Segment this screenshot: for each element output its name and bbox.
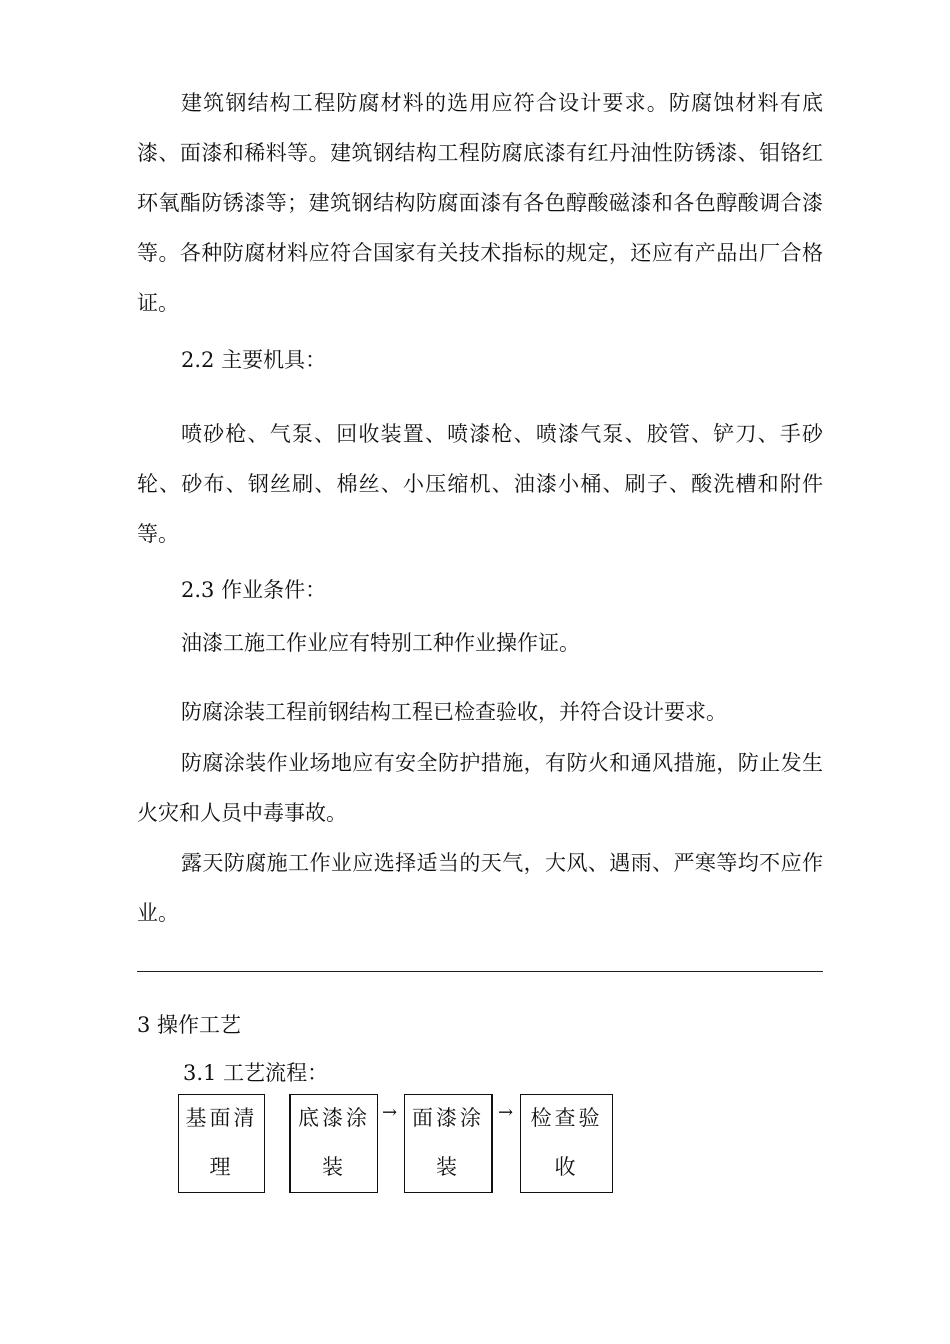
flow-step-text: 装 [436, 1155, 460, 1179]
flow-step-text: 收 [554, 1155, 579, 1179]
paragraph-line: 喷砂枪、气泵、回收装置、喷漆枪、喷漆气泵、胶管、铲刀、手砂 [181, 422, 823, 446]
flow-step-3 [404, 1094, 493, 1193]
flow-step-1 [178, 1094, 265, 1193]
flow-step-text: 基面清 [185, 1106, 258, 1130]
arrow-icon: → [382, 1102, 398, 1123]
paragraph-line: 证。 [137, 291, 179, 315]
paragraph-line: 火灾和人员中毒事故。 [137, 801, 347, 825]
paragraph-line: 漆、面漆和稀料等。建筑钢结构工程防腐底漆有红丹油性防锈漆、钼铬红 [137, 141, 823, 165]
paragraph-line: 露天防腐施工作业应选择适当的天气，大风、遇雨、严寒等均不应作 [181, 851, 823, 875]
paragraph-line: 业。 [137, 901, 179, 925]
arrow-icon: → [498, 1102, 514, 1123]
condition-2: 防腐涂装工程前钢结构工程已检查验收，并符合设计要求。 [181, 700, 727, 724]
flow-step-2 [289, 1094, 378, 1193]
heading-2-3: 2.3 作业条件： [181, 578, 327, 602]
flow-step-4 [520, 1094, 613, 1193]
paragraph-line: 防腐涂装作业场地应有安全防护措施，有防火和通风措施，防止发生 [181, 751, 823, 775]
flow-step-text: 面漆涂 [412, 1106, 484, 1130]
section-divider [137, 971, 823, 972]
paragraph-line: 环氧酯防锈漆等；建筑钢结构防腐面漆有各色醇酸磁漆和各色醇酸调合漆 [137, 191, 823, 215]
heading-2-2: 2.2 主要机具： [181, 348, 327, 372]
flow-step-text: 装 [322, 1155, 346, 1179]
paragraph-line: 等。各种防腐材料应符合国家有关技术指标的规定，还应有产品出厂合格 [137, 241, 823, 265]
flow-step-text: 底漆涂 [298, 1106, 370, 1130]
flow-step-text: 检查验 [530, 1106, 603, 1130]
paragraph-line: 建筑钢结构工程防腐材料的选用应符合设计要求。防腐蚀材料有底 [181, 91, 823, 115]
condition-1: 油漆工施工作业应有特别工种作业操作证。 [181, 631, 580, 655]
flow-step-text: 理 [209, 1155, 234, 1179]
heading-3-1: 3.1 工艺流程： [183, 1061, 329, 1085]
paragraph-line: 等。 [137, 522, 179, 546]
paragraph-line: 轮、砂布、钢丝刷、棉丝、小压缩机、油漆小桶、刷子、酸洗槽和附件 [137, 472, 823, 496]
heading-3: 3 操作工艺 [137, 1013, 242, 1037]
